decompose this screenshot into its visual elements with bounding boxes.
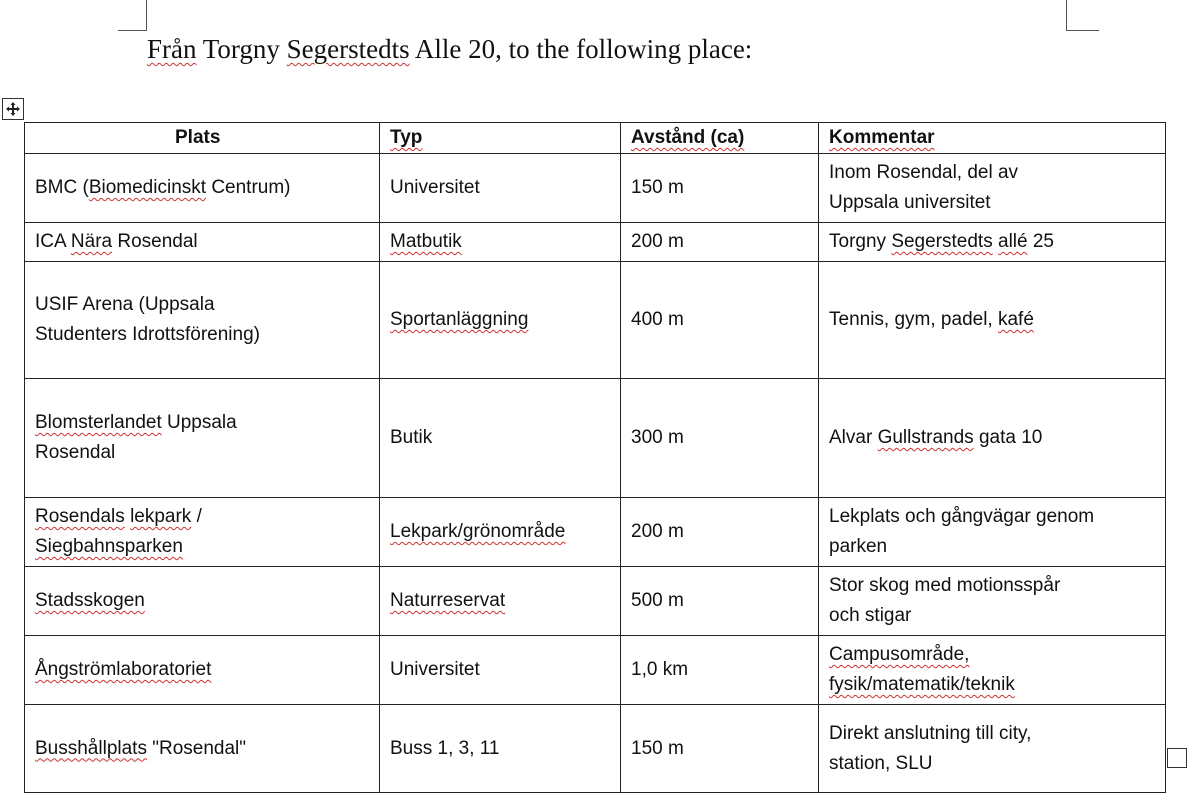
cell-avstand: 200 m — [621, 498, 819, 567]
header-avstand-label: Avstånd (ca) — [631, 127, 745, 148]
cell-text: kafé — [997, 309, 1034, 330]
table-resize-handle[interactable] — [1167, 748, 1187, 768]
heading-word-segerstedts: Segerstedts — [286, 34, 410, 64]
cell-kommentar — [819, 636, 1166, 705]
cell-plats — [25, 498, 380, 567]
cell-kommentar — [819, 567, 1166, 636]
cell-typ — [380, 567, 621, 636]
cell-text: Ångströmlaboratoriet — [35, 659, 212, 680]
cell-avstand: 300 m — [621, 379, 819, 498]
table-row — [25, 223, 1166, 262]
cell-avstand: 150 m — [621, 705, 819, 793]
header-kommentar — [819, 123, 1166, 154]
table-move-handle[interactable] — [2, 98, 24, 120]
cell-text: fysik/matematik/teknik — [829, 674, 1015, 695]
cell-text: BMC ( — [35, 177, 89, 198]
page-heading — [147, 34, 752, 65]
cell-text: Campusområde, — [829, 644, 970, 665]
table-row — [25, 498, 1166, 567]
cell-typ: Butik — [380, 379, 621, 498]
cell-text: Gullstrands — [877, 427, 974, 448]
table-row — [25, 154, 1166, 223]
cell-text: Blomsterlandet — [35, 412, 162, 433]
cell-text: Tennis, gym, padel, — [829, 309, 998, 330]
cell-plats — [25, 636, 380, 705]
cell-typ: Buss 1, 3, 11 — [380, 705, 621, 793]
cell-text: Stor skog med motionsspår — [829, 575, 1061, 596]
cell-plats — [25, 223, 380, 262]
cell-plats — [25, 154, 380, 223]
cell-text: "Rosendal" — [146, 737, 246, 759]
cell-avstand: 400 m — [621, 262, 819, 379]
cell-text: ICA — [35, 231, 71, 252]
header-plats-label: Plats — [175, 127, 221, 148]
cell-kommentar — [819, 154, 1166, 223]
cell-text: Studenters Idrottsförening) — [35, 324, 260, 345]
cell-text: och stigar — [829, 605, 912, 626]
cell-text: allé — [998, 231, 1028, 252]
cell-avstand: 1,0 km — [621, 636, 819, 705]
cell-plats — [25, 705, 380, 793]
header-avstand — [621, 123, 819, 154]
heading-word-fran: Från — [147, 34, 197, 64]
table-row — [25, 567, 1166, 636]
cell-kommentar — [819, 262, 1166, 379]
cell-text: USIF Arena (Uppsala — [35, 294, 215, 315]
cell-text: Centrum) — [206, 177, 291, 198]
table-row — [25, 636, 1166, 705]
cell-text: Direkt anslutning till city, — [829, 722, 1032, 744]
cell-text: Matbutik — [390, 231, 462, 252]
cell-typ: Universitet — [380, 636, 621, 705]
move-arrows-icon — [5, 101, 21, 117]
header-typ-label: Typ — [390, 127, 423, 148]
cell-text: Segerstedts — [891, 231, 993, 252]
cell-text: Stadsskogen — [35, 590, 145, 611]
header-plats — [25, 123, 380, 154]
crop-mark-top-right — [1066, 0, 1099, 31]
cell-text: Torgny — [829, 231, 892, 252]
heading-word-torgny: Torgny — [202, 34, 280, 64]
cell-typ — [380, 498, 621, 567]
cell-avstand: 500 m — [621, 567, 819, 636]
cell-text: gata 10 — [973, 427, 1043, 448]
table-header-row — [25, 123, 1166, 154]
cell-plats — [25, 379, 380, 498]
cell-plats — [25, 567, 380, 636]
table-row — [25, 705, 1166, 793]
cell-text: Rosendal — [112, 231, 198, 252]
cell-text: lekpark — [130, 506, 192, 527]
header-typ — [380, 123, 621, 154]
cell-typ: Universitet — [380, 154, 621, 223]
cell-text: / — [191, 506, 202, 527]
cell-text: Rosendals — [35, 506, 125, 527]
cell-text: 25 — [1027, 231, 1054, 252]
cell-plats — [25, 262, 380, 379]
cell-text: Uppsala — [161, 412, 237, 433]
cell-text: Lekplats och gångvägar genom — [829, 506, 1095, 527]
places-table — [24, 122, 1166, 793]
cell-text: Sportanläggning — [390, 309, 529, 330]
cell-text: Busshållplats — [35, 737, 147, 759]
cell-kommentar — [819, 705, 1166, 793]
cell-text: Naturreservat — [390, 590, 506, 611]
cell-text: Lekpark/grönområde — [390, 521, 566, 542]
cell-kommentar — [819, 498, 1166, 567]
cell-text: Inom Rosendal, del av — [829, 162, 1019, 183]
cell-text: Alvar — [829, 427, 878, 448]
table-row — [25, 262, 1166, 379]
cell-avstand: 150 m — [621, 154, 819, 223]
cell-kommentar — [819, 223, 1166, 262]
cell-typ — [380, 262, 621, 379]
crop-mark-top-left — [118, 0, 147, 31]
cell-text: station, SLU — [829, 752, 933, 774]
table-row — [25, 379, 1166, 498]
header-kommentar-label: Kommentar — [829, 127, 935, 148]
cell-text: parken — [829, 536, 888, 557]
cell-kommentar — [819, 379, 1166, 498]
cell-text: Uppsala universitet — [829, 192, 991, 213]
cell-text: Siegbahnsparken — [35, 536, 183, 557]
heading-rest: Alle 20, to the following place: — [409, 34, 753, 64]
cell-text: Rosendal — [35, 442, 116, 463]
cell-avstand: 200 m — [621, 223, 819, 262]
cell-text: Biomedicinskt — [88, 177, 207, 198]
cell-typ — [380, 223, 621, 262]
cell-text: Nära — [70, 231, 113, 252]
